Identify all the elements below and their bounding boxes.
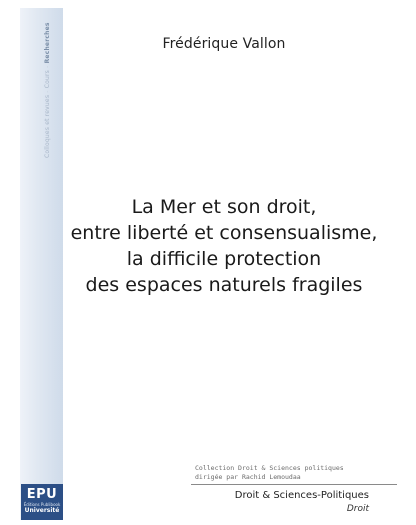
- title-line: La Mer et son droit,: [131, 196, 317, 218]
- spine-gradient: [20, 8, 63, 520]
- logo-subtitle: Éditions Publibook: [23, 502, 61, 507]
- title-line: la difficile protection: [126, 248, 322, 270]
- title-line: entre liberté et consensualisme,: [70, 222, 378, 244]
- spine-collections: [44, 8, 51, 158]
- logo-epu-text: EPU: [26, 487, 58, 502]
- collection-director: dirigée par Rachid Lemoudaa: [195, 473, 301, 481]
- series-name: Droit & Sciences-Politiques: [234, 490, 369, 501]
- footer-divider: [191, 484, 397, 485]
- publisher-logo: [21, 484, 63, 520]
- logo-universite: Université: [24, 507, 60, 514]
- collection-line: Collection Droit & Sciences politiques: [195, 464, 344, 472]
- spine-collection-cours: Cours: [44, 69, 51, 89]
- spine-separator: -: [44, 90, 51, 93]
- collection-info: [195, 464, 344, 482]
- spine-collection-colloques: Colloques et revues: [44, 94, 51, 158]
- title-line: des espaces naturels fragiles: [85, 274, 363, 296]
- book-title: [60, 194, 388, 298]
- series-subtitle: Droit: [346, 504, 369, 514]
- spine-separator: -: [44, 65, 51, 68]
- author-name: Frédérique Vallon: [162, 36, 286, 52]
- spine-collection-recherches: Recherches: [44, 22, 51, 64]
